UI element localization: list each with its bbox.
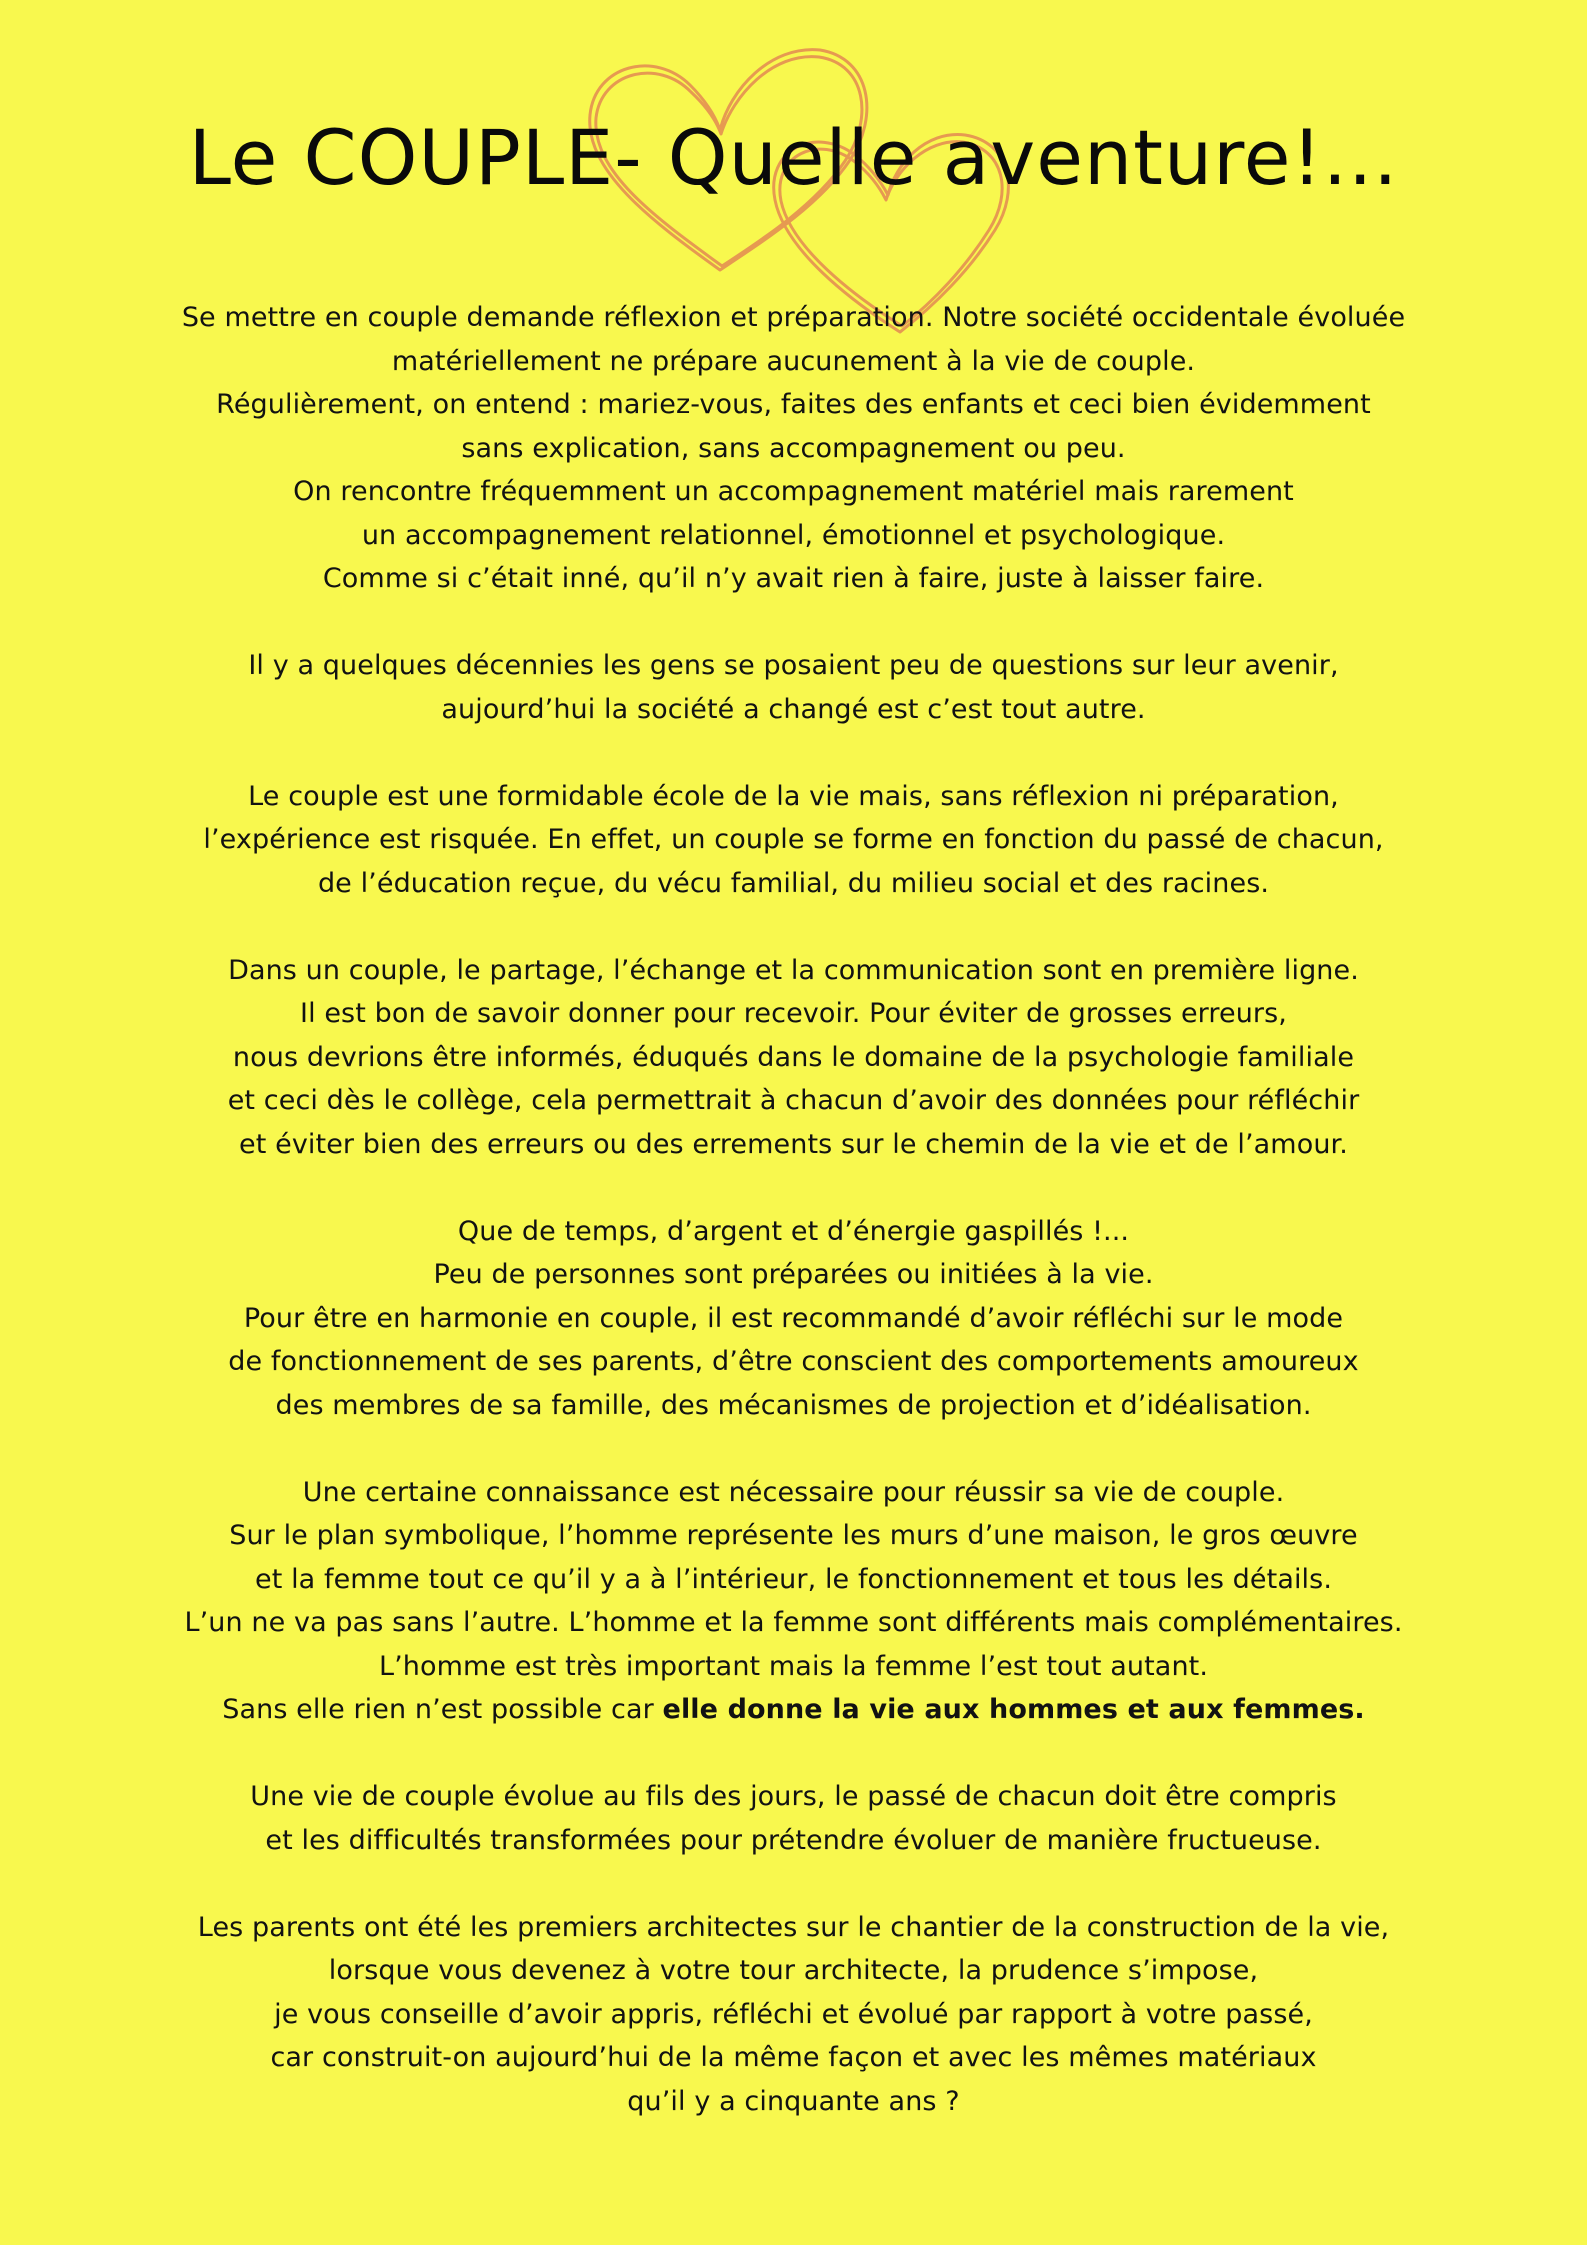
paragraph-gap <box>60 905 1527 949</box>
text-line: Il est bon de savoir donner pour recevoir. Pour éviter de grosses erreurs, <box>300 998 1287 1029</box>
text-line: Une vie de couple évolue au fils des jours, le passé de chacun doit être compris <box>250 1781 1337 1812</box>
body-text <box>60 296 1527 2123</box>
text-line: et la femme tout ce qu’il y a à l’intérieur, le fonctionnement et tous les détails. <box>254 1563 1333 1595</box>
text-line: l’expérience est risquée. En effet, un couple se forme en fonction du passé de chacun, <box>203 824 1384 855</box>
text-line: Que de temps, d’argent et d’énergie gaspillés !... <box>457 1215 1130 1247</box>
text-line: Le couple est une formidable école de la vie mais, sans réflexion ni préparation, <box>248 780 1339 812</box>
text-line: et éviter bien des erreurs ou des errements sur le chemin de la vie et de l’amour. <box>239 1128 1348 1160</box>
text-line: Sur le plan symbolique, l’homme représente les murs d’une maison, le gros œuvre <box>229 1520 1358 1551</box>
text-line: matériellement ne prépare aucunement à la vie de couple. <box>391 345 1196 377</box>
paragraph-gap <box>60 601 1527 645</box>
text-line: Dans un couple, le partage, l’échange et la communication sont en première ligne. <box>228 954 1359 986</box>
text-line: de l’éducation reçue, du vécu familial, du milieu social et des racines. <box>317 867 1270 899</box>
paragraph-8 <box>60 1906 1527 2124</box>
text-line: qu’il y a cinquante ans ? <box>627 2085 960 2117</box>
paragraph-gap <box>60 731 1527 775</box>
paragraph-4 <box>60 949 1527 1167</box>
paragraph-gap <box>60 1862 1527 1906</box>
text-line: Pour être en harmonie en couple, il est recommandé d’avoir réfléchi sur le mode <box>243 1302 1344 1334</box>
text-line: et ceci dès le collège, cela permettrait à chacun d’avoir des données pour réfléchir <box>227 1085 1360 1116</box>
paragraph-2 <box>60 644 1527 731</box>
text-line: je vous conseille d’avoir appris, réfléchi et évolué par rapport à votre passé, <box>274 1998 1313 2030</box>
paragraph-6 <box>60 1471 1527 1732</box>
emphasis-text: elle donne la vie aux hommes et aux femmes. <box>662 1694 1365 1725</box>
text-line-mixed <box>60 1688 1527 1732</box>
text-line: lorsque vous devenez à votre tour architecte, la prudence s’impose, <box>328 1955 1259 1986</box>
paragraph-gap <box>60 1166 1527 1210</box>
paragraph-gap <box>60 1732 1527 1776</box>
text-line: aujourd’hui la société a changé est c’est tout autre. <box>441 693 1146 725</box>
paragraph-3 <box>60 775 1527 906</box>
text-line: de fonctionnement de ses parents, d’être conscient des comportements amoureux <box>228 1346 1359 1377</box>
text-line-normal-part: Sans elle rien n’est possible car <box>222 1694 663 1725</box>
text-line: et les difficultés transformées pour prétendre évoluer de manière fructueuse. <box>265 1824 1322 1856</box>
paragraph-5 <box>60 1210 1527 1428</box>
text-line: Peu de personnes sont préparées ou initiées à la vie. <box>433 1259 1154 1290</box>
text-line: On rencontre fréquemment un accompagnement matériel mais rarement <box>293 476 1294 507</box>
text-line: L’un ne va pas sans l’autre. L’homme et la femme sont différents mais complémentaires. <box>184 1607 1403 1638</box>
text-line: L’homme est très important mais la femme l’est tout autant. <box>378 1650 1209 1682</box>
text-line: un accompagnement relationnel, émotionnel et psychologique. <box>361 519 1226 551</box>
text-line: Il y a quelques décennies les gens se posaient peu de questions sur leur avenir, <box>248 650 1339 681</box>
text-line: car construit-on aujourd’hui de la même façon et avec les mêmes matériaux <box>270 2042 1317 2073</box>
text-line: Les parents ont été les premiers architectes sur le chantier de la construction de la vie, <box>197 1911 1390 1943</box>
text-line: Une certaine connaissance est nécessaire pour réussir sa vie de couple. <box>302 1476 1285 1508</box>
text-line: sans explication, sans accompagnement ou peu. <box>461 432 1126 464</box>
text-line: des membres de sa famille, des mécanismes de projection et d’idéalisation. <box>275 1389 1312 1421</box>
text-line: Se mettre en couple demande réflexion et préparation. Notre société occidentale évoluée <box>181 302 1406 333</box>
paragraph-1 <box>60 296 1527 601</box>
text-line: nous devrions être informés, éduqués dans le domaine de la psychologie familiale <box>232 1041 1355 1073</box>
text-line: Comme si c’était inné, qu’il n’y avait rien à faire, juste à laisser faire. <box>322 563 1265 594</box>
paragraph-gap <box>60 1427 1527 1471</box>
page-title: Le COUPLE- Quelle aventure!... <box>188 113 1399 202</box>
paragraph-7 <box>60 1775 1527 1862</box>
text-line: Régulièrement, on entend : mariez-vous, faites des enfants et ceci bien évidemment <box>216 389 1371 420</box>
